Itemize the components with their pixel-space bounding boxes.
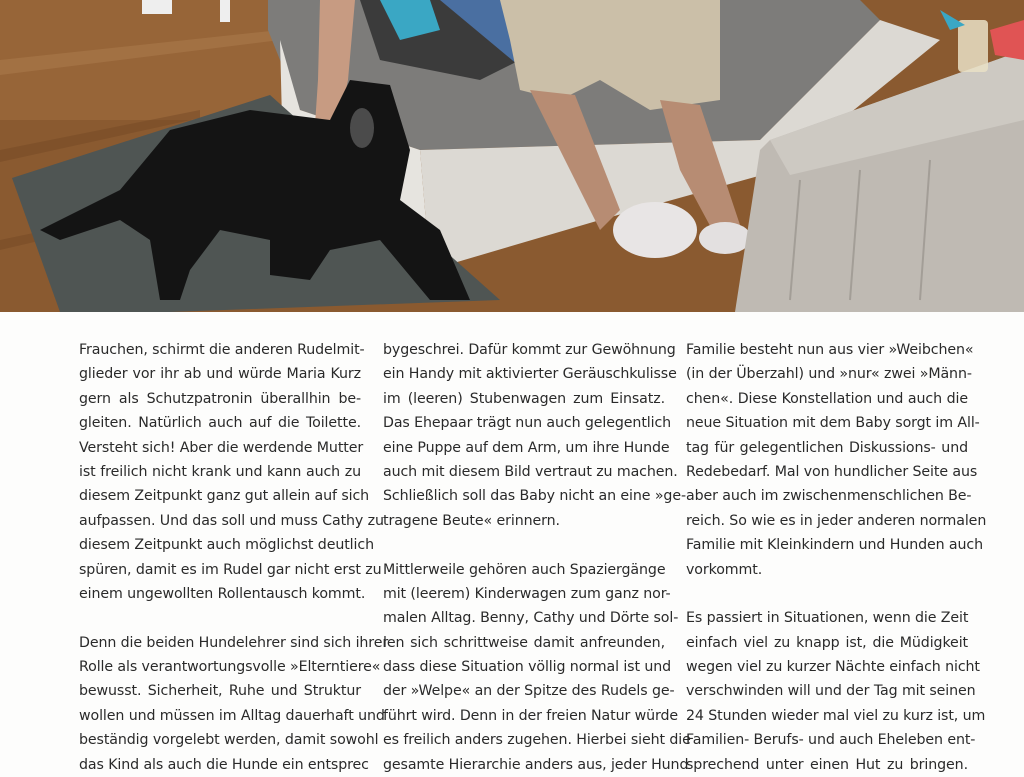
text-line: Mittlerweile gehören auch Spaziergänge: [383, 561, 666, 578]
paragraph: [686, 606, 986, 777]
text-line: Das Ehepaar trägt nun auch gelegentlich: [383, 415, 672, 432]
text-line: dass diese Situation völlig normal ist und: [383, 659, 672, 676]
text-line: eine Puppe auf dem Arm, um ihre Hunde: [383, 439, 670, 456]
text-line: gern als Schutzpatronin überallhin be-: [79, 390, 361, 407]
text-line: beständig vorgelebt werden, damit sowohl: [79, 732, 379, 749]
article-column-1: [79, 338, 389, 777]
text-line: neue Situation mit dem Baby sorgt im All-: [686, 415, 980, 432]
text-line: chen«. Diese Konstellation und auch die: [686, 390, 968, 407]
paragraph-gap: [686, 582, 968, 606]
paragraph: [686, 338, 987, 582]
text-line: gleiten. Natürlich auch auf die Toilette.: [79, 415, 361, 432]
text-line: einfach viel zu knapp ist, die Müdigkeit: [686, 634, 968, 651]
paragraph: [383, 338, 686, 533]
text-line: spüren, damit es im Rudel gar nicht erst zu: [79, 561, 382, 578]
article-photo: [0, 0, 1024, 312]
text-line: (in der Überzahl) und »nur« zwei »Männ-: [686, 366, 972, 383]
text-line: der »Welpe« an der Spitze des Rudels ge-: [383, 683, 675, 700]
text-line: gesamte Hierarchie anders aus, jeder Hund: [383, 756, 689, 773]
text-line: aufpassen. Und das soll und muss Cathy zu: [79, 512, 384, 529]
text-line: Familie mit Kleinkindern und Hunden auch: [686, 537, 984, 554]
text-line: vorkommt.: [686, 561, 763, 578]
text-line: wollen und müssen im Alltag dauerhaft und: [79, 707, 385, 724]
text-line: Familien- Berufs- und auch Eheleben ent-: [686, 732, 976, 749]
text-line: diesem Zeitpunkt auch möglichst deutlich: [79, 537, 374, 554]
text-line: Redebedarf. Mal von hundlicher Seite aus: [686, 463, 978, 480]
text-line: Versteht sich! Aber die werdende Mutter: [79, 439, 364, 456]
article-column-3: [686, 338, 987, 777]
text-line: sprechend unter einen Hut zu bringen.: [686, 756, 968, 773]
text-line: mit (leerem) Kinderwagen zum ganz nor-: [383, 585, 671, 602]
text-line: Familie besteht nun aus vier »Weibchen«: [686, 342, 974, 358]
text-line: diesem Zeitpunkt ganz gut allein auf sich: [79, 488, 370, 505]
dog-and-owner-illustration: [0, 0, 1024, 312]
text-line: im (leeren) Stubenwagen zum Einsatz.: [383, 390, 665, 407]
text-line: ein Handy mit aktivierter Geräuschkulisse: [383, 366, 677, 383]
paragraph: [79, 631, 389, 777]
text-line: 24 Stunden wieder mal viel zu kurz ist, um: [686, 707, 986, 724]
text-line: bewusst. Sicherheit, Ruhe und Struktur: [79, 683, 361, 700]
text-line: tag für gelegentlichen Diskussions- und: [686, 439, 968, 456]
text-line: aber auch im zwischenmenschlichen Be-: [686, 488, 972, 505]
paragraph: [383, 558, 691, 777]
paragraph-gap: [79, 606, 361, 630]
text-line: reich. So wie es in jeder anderen normalen: [686, 512, 987, 529]
text-line: auch mit diesem Bild vertraut zu machen.: [383, 463, 678, 480]
text-line: tragene Beute« erinnern.: [383, 512, 560, 529]
text-line: glieder vor ihr ab und würde Maria Kurz: [79, 366, 361, 383]
text-line: führt wird. Denn in der freien Natur würde: [383, 707, 679, 724]
paragraph: [79, 338, 384, 606]
text-line: bygeschrei. Dafür kommt zur Gewöhnung: [383, 342, 676, 358]
text-line: Frauchen, schirmt die anderen Rudelmit-: [79, 342, 365, 358]
text-line: das Kind als auch die Hunde ein entsprec: [79, 756, 369, 773]
text-line: Denn die beiden Hundelehrer sind sich ihrer: [79, 634, 389, 651]
text-line: Rolle als verantwortungsvolle »Elterntiere«: [79, 659, 381, 676]
text-line: len sich schrittweise damit anfreunden,: [383, 634, 665, 651]
text-line: verschwinden will und der Tag mit seinen: [686, 683, 976, 700]
article-body: [0, 338, 1024, 773]
paragraph-gap: [383, 533, 665, 557]
text-line: Schließlich soll das Baby nicht an eine »ge-: [383, 488, 686, 505]
text-line: wegen viel zu kurzer Nächte einfach nicht: [686, 659, 980, 676]
text-line: einem ungewollten Rollentausch kommt.: [79, 585, 366, 602]
text-line: es freilich anders zugehen. Hierbei sieht die: [383, 732, 691, 749]
text-line: malen Alltag. Benny, Cathy und Dörte sol-: [383, 610, 679, 627]
text-line: ist freilich nicht krank und kann auch zu: [79, 463, 361, 480]
article-column-2: [383, 338, 691, 777]
text-line: Es passiert in Situationen, wenn die Zeit: [686, 610, 969, 627]
